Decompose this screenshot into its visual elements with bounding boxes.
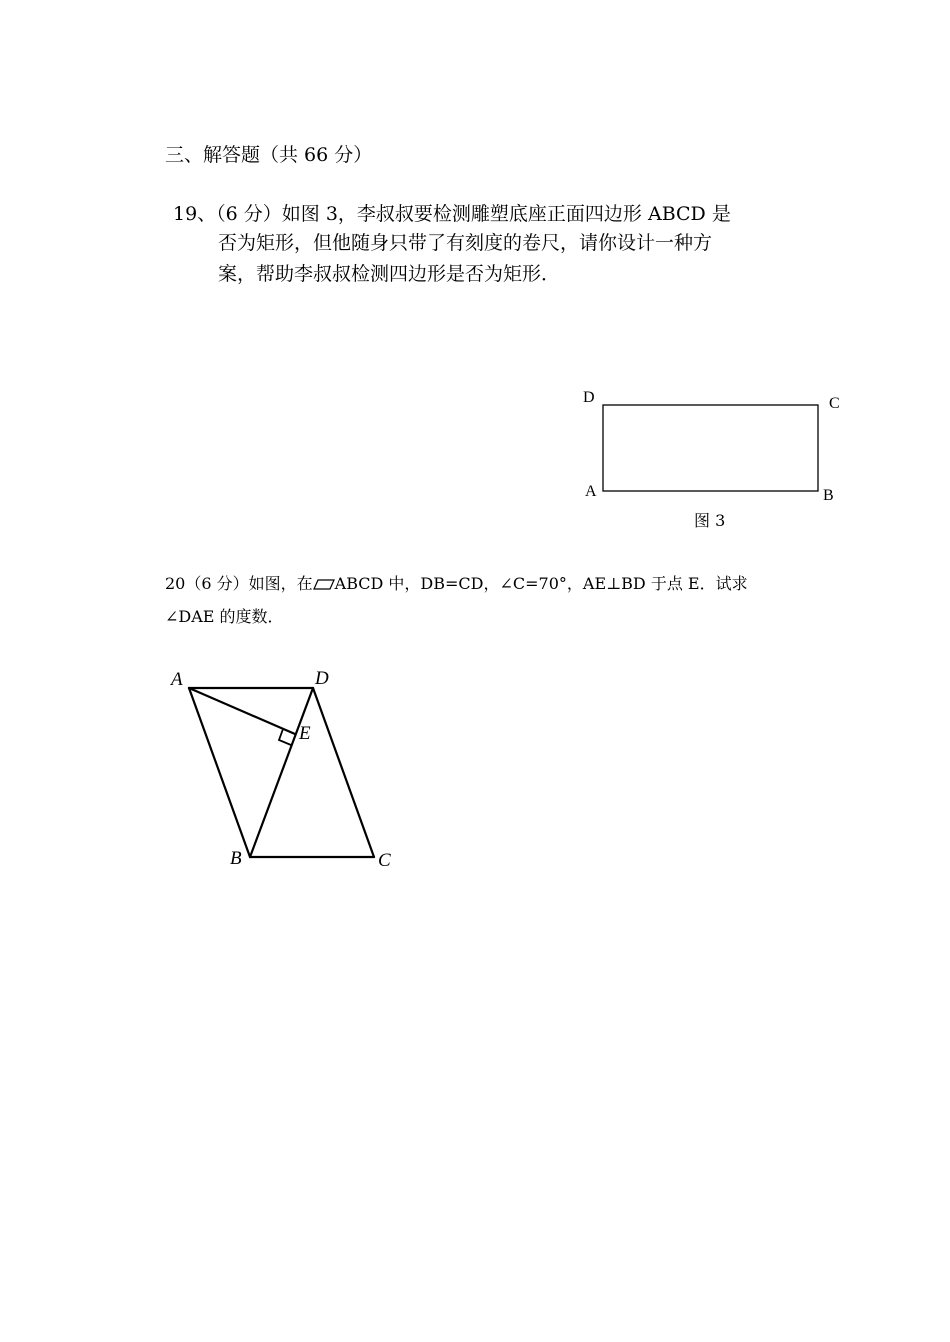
diagonal-bd (250, 688, 313, 857)
q19-text-line-1: 19、（6 分）如图 3，李叔叔要检测雕塑底座正面四边形 ABCD 是 (173, 203, 731, 225)
q20-suffix: ABCD 中，DB=CD，∠C=70°，AE⊥BD 于点 E．试求 (334, 574, 748, 593)
fig-label-d: D (315, 668, 329, 689)
segment-ba (189, 688, 250, 857)
q19-text-line-2: 否为矩形，但他随身只带了有刻度的卷尺，请你设计一种方 (218, 232, 713, 254)
fig3-label-d: D (583, 389, 595, 406)
segment-ae (189, 688, 295, 734)
q19-text-line-3: 案，帮助李叔叔检测四边形是否为矩形． (218, 263, 561, 285)
fig3-label-b: B (823, 487, 834, 504)
q20-prefix: 20（6 分）如图，在 (165, 574, 313, 593)
fig3-caption: 图 3 (694, 511, 726, 530)
fig-label-b: B (230, 848, 242, 869)
fig-label-a: A (171, 669, 183, 690)
segment-dc (313, 688, 374, 857)
fig-label-c: C (378, 850, 391, 871)
fig3-label-a: A (585, 483, 597, 500)
section-heading: 三、解答题（共 66 分） (165, 144, 373, 166)
fig3-label-c: C (829, 395, 840, 412)
fig-label-e: E (299, 723, 311, 744)
q20-text-line-2: ∠DAE 的度数． (165, 607, 284, 626)
